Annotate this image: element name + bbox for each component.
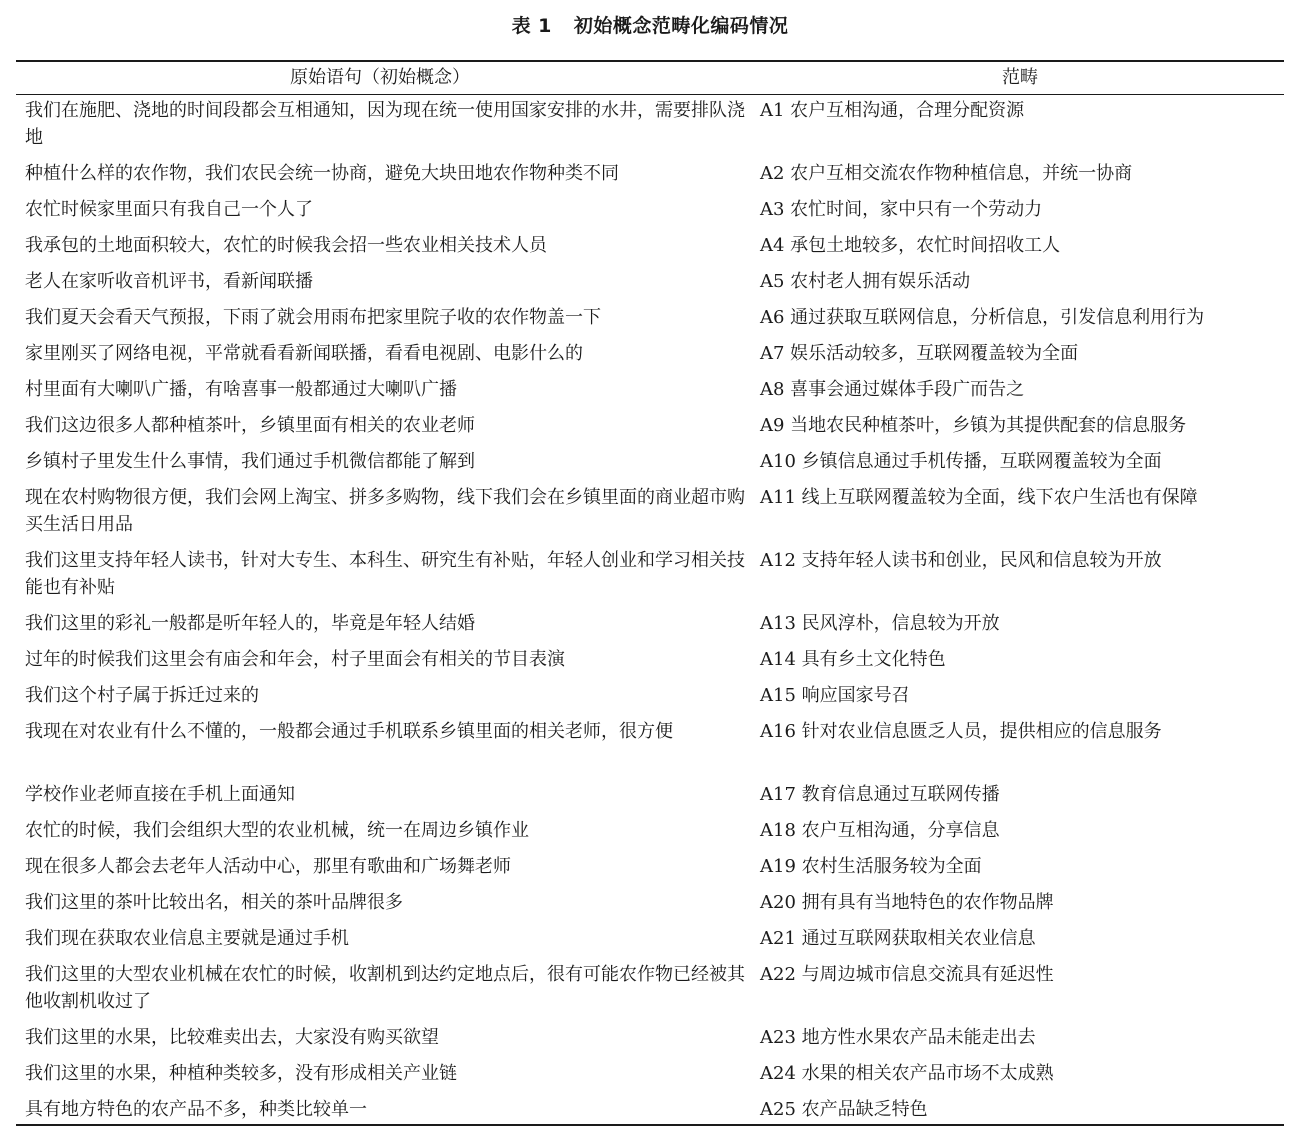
- category-cell: A14 具有乡土文化特色: [760, 649, 946, 670]
- statement-cell: 现在很多人都会去老年人活动中心，那里有歌曲和广场舞老师: [25, 856, 511, 877]
- category-cell: A11 线上互联网覆盖较为全面，线下农户生活也有保障: [760, 487, 1198, 508]
- table-row: [16, 412, 1284, 448]
- category-cell: A4 承包土地较多，农忙时间招收工人: [760, 235, 1061, 256]
- category-cell: A18 农户互相沟通，分享信息: [760, 820, 1000, 841]
- statement-cell: 我们这里的大型农业机械在农忙的时候，收割机到达约定地点后，很有可能农作物已经被其他收割机收过了: [25, 964, 745, 1012]
- category-cell: A9 当地农民种植茶叶，乡镇为其提供配套的信息服务: [760, 415, 1187, 436]
- statement-cell: 我们这个村子属于拆迁过来的: [25, 685, 259, 706]
- table-row: [16, 1060, 1284, 1096]
- statement-cell: 我们这里的水果，种植种类较多，没有形成相关产业链: [25, 1063, 457, 1084]
- table-row: [16, 889, 1284, 925]
- table-row: [16, 961, 1284, 1024]
- category-cell: A17 教育信息通过互联网传播: [760, 784, 1000, 805]
- statement-cell: 我们这里的水果，比较难卖出去，大家没有购买欲望: [25, 1027, 439, 1048]
- category-cell: A5 农村老人拥有娱乐活动: [760, 271, 971, 292]
- table-row: [16, 340, 1284, 376]
- table-row: [16, 376, 1284, 412]
- table-body: [16, 97, 1284, 1132]
- statement-cell: 我们这里的彩礼一般都是听年轻人的，毕竟是年轻人结婚: [25, 613, 475, 634]
- table-row: [16, 718, 1284, 781]
- statement-cell: 农忙时候家里面只有我自己一个人了: [25, 199, 313, 220]
- statement-cell: 我们夏天会看天气预报，下雨了就会用雨布把家里院子收的农作物盖一下: [25, 307, 601, 328]
- statement-cell: 现在农村购物很方便，我们会网上淘宝、拼多多购物，线下我们会在乡镇里面的商业超市购买生活日用品: [25, 487, 745, 535]
- category-cell: A3 农忙时间，家中只有一个劳动力: [760, 199, 1043, 220]
- statement-cell: 我们这边很多人都种植茶叶，乡镇里面有相关的农业老师: [25, 415, 475, 436]
- table-row: [16, 547, 1284, 610]
- table-row: [16, 160, 1284, 196]
- statement-cell: 种植什么样的农作物，我们农民会统一协商，避免大块田地农作物种类不同: [25, 163, 619, 184]
- statement-cell: 乡镇村子里发生什么事情，我们通过手机微信都能了解到: [25, 451, 475, 472]
- category-cell: A22 与周边城市信息交流具有延迟性: [760, 964, 1054, 985]
- table-title: [0, 14, 1300, 38]
- table-row: [16, 682, 1284, 718]
- table-row: [16, 304, 1284, 340]
- category-cell: A16 针对农业信息匮乏人员，提供相应的信息服务: [760, 721, 1162, 742]
- table-row: [16, 781, 1284, 817]
- statement-cell: 我们这里的茶叶比较出名，相关的茶叶品牌很多: [25, 892, 403, 913]
- category-cell: A21 通过互联网获取相关农业信息: [760, 928, 1036, 949]
- statement-cell: 过年的时候我们这里会有庙会和年会，村子里面会有相关的节目表演: [25, 649, 565, 670]
- table-row: [16, 232, 1284, 268]
- statement-cell: 我们现在获取农业信息主要就是通过手机: [25, 928, 349, 949]
- category-cell: A8 喜事会通过媒体手段广而告之: [760, 379, 1025, 400]
- category-cell: A7 娱乐活动较多，互联网覆盖较为全面: [760, 343, 1079, 364]
- statement-cell: 具有地方特色的农产品不多，种类比较单一: [25, 1099, 367, 1120]
- category-cell: A10 乡镇信息通过手机传播，互联网覆盖较为全面: [760, 451, 1162, 472]
- category-cell: A2 农户互相交流农作物种植信息，并统一协商: [760, 163, 1133, 184]
- category-cell: A15 响应国家号召: [760, 685, 910, 706]
- statement-cell: 村里面有大喇叭广播，有啥喜事一般都通过大喇叭广播: [25, 379, 457, 400]
- table-row: [16, 484, 1284, 547]
- bottom-rule: [16, 1124, 1284, 1126]
- category-cell: A20 拥有具有当地特色的农作物品牌: [760, 892, 1054, 913]
- statement-cell: 我现在对农业有什么不懂的，一般都会通过手机联系乡镇里面的相关老师，很方便: [25, 721, 673, 742]
- category-cell: A19 农村生活服务较为全面: [760, 856, 982, 877]
- table-row: [16, 817, 1284, 853]
- table-row: [16, 610, 1284, 646]
- statement-cell: 农忙的时候，我们会组织大型的农业机械，统一在周边乡镇作业: [25, 820, 529, 841]
- table-row: [16, 97, 1284, 160]
- column-header-statement: 原始语句（初始概念）: [290, 67, 470, 88]
- column-header-category: 范畴: [1002, 67, 1038, 88]
- category-cell: A23 地方性水果农产品未能走出去: [760, 1027, 1036, 1048]
- table-row: [16, 853, 1284, 889]
- table-number: 表 1: [511, 15, 552, 37]
- table-row: [16, 646, 1284, 682]
- table-row: [16, 268, 1284, 304]
- table-row: [16, 925, 1284, 961]
- category-cell: A1 农户互相沟通，合理分配资源: [760, 100, 1025, 121]
- category-cell: A24 水果的相关农产品市场不太成熟: [760, 1063, 1054, 1084]
- table-row: [16, 448, 1284, 484]
- category-cell: A13 民风淳朴，信息较为开放: [760, 613, 1000, 634]
- table-row: [16, 1024, 1284, 1060]
- statement-cell: 老人在家听收音机评书，看新闻联播: [25, 271, 313, 292]
- statement-cell: 学校作业老师直接在手机上面通知: [25, 784, 295, 805]
- category-cell: A6 通过获取互联网信息，分析信息，引发信息利用行为: [760, 307, 1205, 328]
- statement-cell: 我们在施肥、浇地的时间段都会互相通知，因为现在统一使用国家安排的水井，需要排队浇地: [25, 100, 745, 148]
- table-title-text: 初始概念范畴化编码情况: [573, 15, 789, 37]
- statement-cell: 家里刚买了网络电视，平常就看看新闻联播，看看电视剧、电影什么的: [25, 343, 583, 364]
- statement-cell: 我承包的土地面积较大，农忙的时候我会招一些农业相关技术人员: [25, 235, 547, 256]
- table-row: [16, 196, 1284, 232]
- category-cell: A12 支持年轻人读书和创业，民风和信息较为开放: [760, 550, 1162, 571]
- statement-cell: 我们这里支持年轻人读书，针对大专生、本科生、研究生有补贴，年轻人创业和学习相关技能也有补贴: [25, 550, 745, 598]
- table-row: [16, 1096, 1284, 1132]
- category-cell: A25 农产品缺乏特色: [760, 1099, 928, 1120]
- header-rule: [16, 94, 1284, 95]
